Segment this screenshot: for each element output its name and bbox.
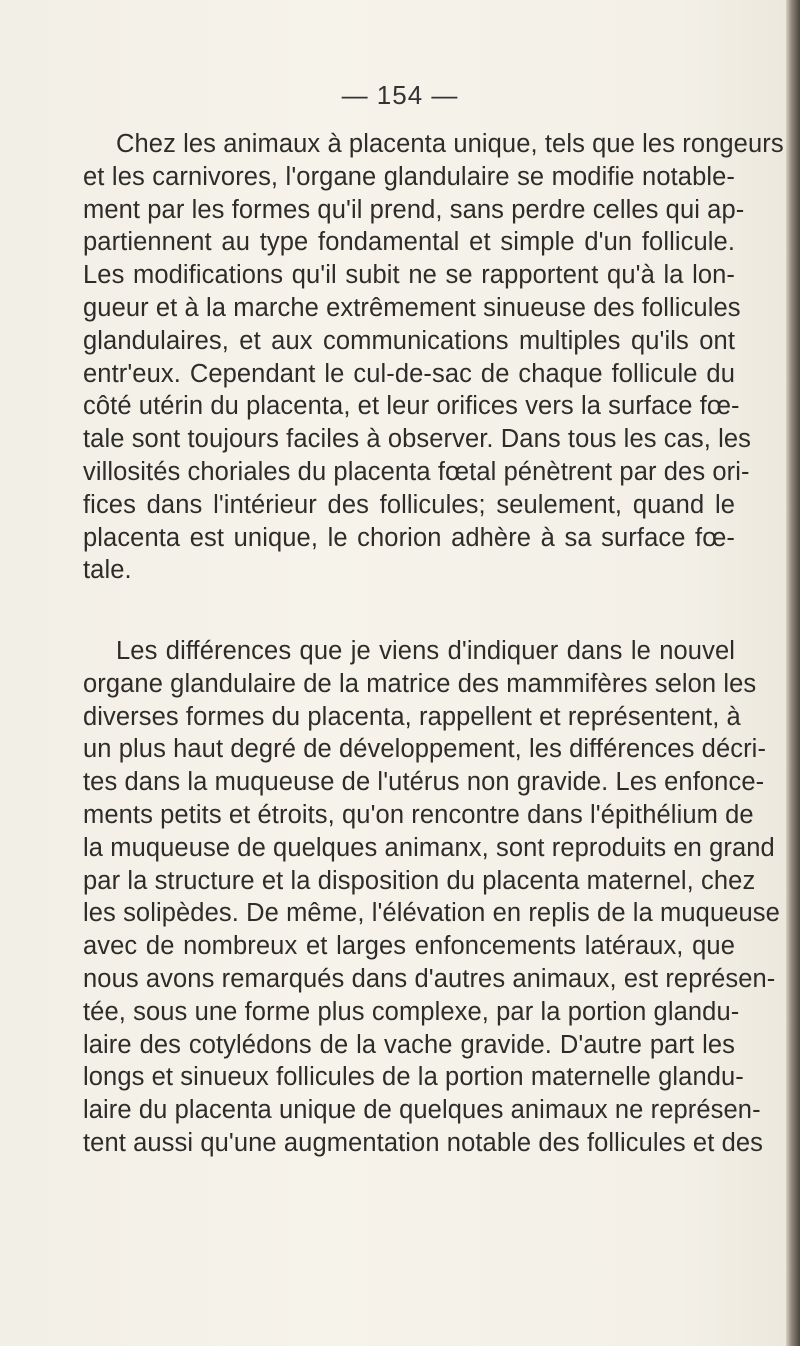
text-line: par la structure et la disposition du placenta maternel, chez (83, 866, 756, 895)
text-line: laire du placenta unique de quelques animaux ne représen- (83, 1096, 761, 1125)
text-line: villosités choriales du placenta fœtal pénètrent par des ori- (83, 457, 750, 486)
page-number: — 154 — (341, 80, 459, 110)
text-line: la muqueuse de quelques animanx, sont reproduits en grand (83, 833, 775, 862)
text-line: organe glandulaire de la matrice des mammifères selon les (83, 669, 757, 698)
text-line: ments petits et étroits, qu'on rencontre dans l'épithélium de (83, 800, 754, 829)
paragraph-2 (83, 635, 780, 1160)
text-line: tale. (83, 556, 132, 585)
page-edge-shadow (786, 0, 800, 1346)
text-line: laire des cotylédons de la vache gravide. D'autre part les (83, 1030, 735, 1059)
text-line: entr'eux. Cependant le cul-de-sac de chaque follicule du (83, 359, 735, 388)
paragraph-1 (83, 128, 784, 587)
text-line: côté utérin du placenta, et leur orifices vers la surface fœ- (83, 392, 740, 421)
text-line: un plus haut degré de développement, les différences décri- (83, 735, 767, 764)
text-line: gueur et à la marche extrêmement sinueuse des follicules (83, 293, 741, 322)
text-line: tent aussi qu'une augmentation notable des follicules et des (83, 1128, 763, 1157)
text-line: avec de nombreux et larges enfoncements latéraux, que (83, 932, 735, 961)
text-line: glandulaires, et aux communications multiples qu'ils ont (83, 326, 735, 355)
text-line: tes dans la muqueuse de l'utérus non gravide. Les enfonce- (83, 768, 765, 797)
text-line: ment par les formes qu'il prend, sans perdre celles qui ap- (83, 195, 745, 224)
text-line: Les différences que je viens d'indiquer dans le nouvel (116, 637, 735, 665)
text-line: longs et sinueux follicules de la portion maternelle glandu- (83, 1063, 744, 1092)
text-line: placenta est unique, le chorion adhère à sa surface fœ- (83, 523, 735, 552)
text-line: tale sont toujours faciles à observer. Dans tous les cas, les (83, 425, 752, 454)
text-line: les solipèdes. De même, l'élévation en replis de la muqueuse (83, 899, 780, 928)
text-line: Chez les animaux à placenta unique, tels que les rongeurs (116, 130, 784, 158)
text-line: tée, sous une forme plus complexe, par la portion glandu- (83, 997, 740, 1026)
text-line: et les carnivores, l'organe glandulaire se modifie notable- (83, 162, 735, 191)
text-line: diverses formes du placenta, rappellent et représentent, à (83, 702, 741, 731)
text-line: partiennent au type fondamental et simple d'un follicule. (83, 228, 735, 257)
text-line: Les modifications qu'il subit ne se rapportent qu'à la lon- (83, 261, 735, 290)
text-line: fices dans l'intérieur des follicules; seulement, quand le (83, 490, 735, 519)
text-line: nous avons remarqués dans d'autres animaux, est représen- (83, 964, 776, 993)
